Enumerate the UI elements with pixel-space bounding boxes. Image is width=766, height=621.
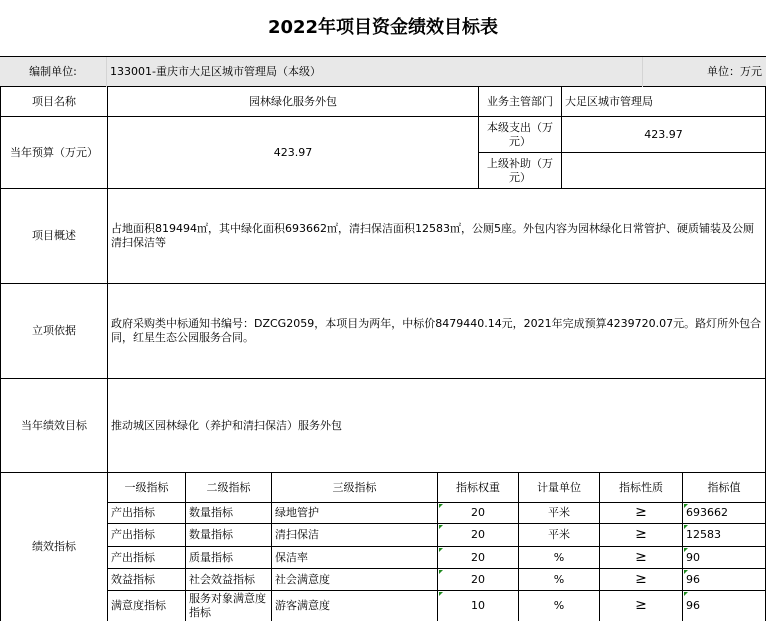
page-title: 2022年项目资金绩效目标表 bbox=[0, 0, 766, 57]
indicator-cell-weight[interactable]: 20 bbox=[438, 547, 519, 569]
budget-value[interactable]: 423.97 bbox=[108, 117, 479, 189]
indicator-cell-level2[interactable]: 社会效益指标 bbox=[186, 569, 272, 591]
indicator-cell-level2[interactable]: 服务对象满意度指标 bbox=[186, 591, 272, 621]
indicator-cell-nature[interactable]: ≥ bbox=[600, 547, 683, 569]
indicator-cell-weight[interactable]: 10 bbox=[438, 591, 519, 621]
basis-text[interactable]: 政府采购类中标通知书编号：DZCG2059，本项目为两年，中标价8479440.14元，2021年完成预算4239720.07元。路灯所外包合同，红星生态公园服务合同。 bbox=[108, 284, 766, 379]
unit-value[interactable]: 133001-重庆市大足区城市管理局（本级） bbox=[106, 57, 642, 87]
indicator-cell-level2[interactable]: 数量指标 bbox=[186, 503, 272, 524]
dept-value[interactable]: 大足区城市管理局 bbox=[562, 87, 766, 117]
indicator-cell-unit[interactable]: 平米 bbox=[519, 524, 600, 547]
indicator-cell-unit[interactable]: 平米 bbox=[519, 503, 600, 524]
indicator-cell-value[interactable]: 693662 bbox=[683, 503, 766, 524]
indicator-cell-level1[interactable]: 产出指标 bbox=[108, 524, 186, 547]
indicator-cell-unit[interactable]: % bbox=[519, 591, 600, 621]
indicator-header-level2: 二级指标 bbox=[186, 473, 272, 503]
project-name-label: 项目名称 bbox=[0, 87, 108, 117]
currency-label: 单位：万元 bbox=[642, 57, 766, 87]
indicator-cell-nature[interactable]: ≥ bbox=[600, 503, 683, 524]
overview-text[interactable]: 占地面积819494㎡，其中绿化面积693662㎡，清扫保洁面积12583㎡，公厕5座。外包内容为园林绿化日常管护、硬质铺装及公厕清扫保洁等 bbox=[108, 189, 766, 284]
indicator-cell-weight[interactable]: 20 bbox=[438, 524, 519, 547]
indicator-cell-level2[interactable]: 数量指标 bbox=[186, 524, 272, 547]
indicator-cell-value[interactable]: 96 bbox=[683, 591, 766, 621]
indicator-header-level1: 一级指标 bbox=[108, 473, 186, 503]
basis-label: 立项依据 bbox=[0, 284, 108, 379]
indicator-cell-value[interactable]: 12583 bbox=[683, 524, 766, 547]
indicator-cell-value[interactable]: 96 bbox=[683, 569, 766, 591]
indicator-header-value: 指标值 bbox=[683, 473, 766, 503]
project-name-value[interactable]: 园林绿化服务外包 bbox=[108, 87, 479, 117]
goal-label: 当年绩效目标 bbox=[0, 379, 108, 473]
indicator-cell-level1[interactable]: 产出指标 bbox=[108, 547, 186, 569]
goal-text[interactable]: 推动城区园林绿化（养护和清扫保洁）服务外包 bbox=[108, 379, 766, 473]
indicator-cell-level1[interactable]: 满意度指标 bbox=[108, 591, 186, 621]
indicator-cell-level1[interactable]: 产出指标 bbox=[108, 503, 186, 524]
indicator-cell-nature[interactable]: ≥ bbox=[600, 524, 683, 547]
indicator-cell-level3[interactable]: 游客满意度 bbox=[272, 591, 438, 621]
own-expense-label: 本级支出（万元） bbox=[479, 117, 562, 153]
indicator-cell-level2[interactable]: 质量指标 bbox=[186, 547, 272, 569]
indicator-header-nature: 指标性质 bbox=[600, 473, 683, 503]
indicator-cell-level1[interactable]: 效益指标 bbox=[108, 569, 186, 591]
indicator-cell-nature[interactable]: ≥ bbox=[600, 569, 683, 591]
indicator-header-weight: 指标权重 bbox=[438, 473, 519, 503]
indicator-cell-weight[interactable]: 20 bbox=[438, 503, 519, 524]
budget-label: 当年预算（万元） bbox=[0, 117, 108, 189]
indicator-cell-level3[interactable]: 绿地管护 bbox=[272, 503, 438, 524]
overview-label: 项目概述 bbox=[0, 189, 108, 284]
indicator-cell-unit[interactable]: % bbox=[519, 569, 600, 591]
indicator-cell-level3[interactable]: 社会满意度 bbox=[272, 569, 438, 591]
indicator-cell-unit[interactable]: % bbox=[519, 547, 600, 569]
dept-label: 业务主管部门 bbox=[479, 87, 562, 117]
indicator-cell-nature[interactable]: ≥ bbox=[600, 591, 683, 621]
indicator-header-level3: 三级指标 bbox=[272, 473, 438, 503]
indicator-cell-weight[interactable]: 20 bbox=[438, 569, 519, 591]
unit-label: 编制单位: bbox=[29, 65, 77, 79]
indicator-header-unit: 计量单位 bbox=[519, 473, 600, 503]
indicator-cell-level3[interactable]: 清扫保洁 bbox=[272, 524, 438, 547]
subsidy-label: 上级补助（万元） bbox=[479, 153, 562, 189]
own-expense-value[interactable]: 423.97 bbox=[562, 117, 766, 153]
indicators-label: 绩效指标 bbox=[0, 473, 108, 621]
indicator-cell-level3[interactable]: 保洁率 bbox=[272, 547, 438, 569]
indicator-cell-value[interactable]: 90 bbox=[683, 547, 766, 569]
subsidy-value[interactable] bbox=[562, 153, 766, 189]
